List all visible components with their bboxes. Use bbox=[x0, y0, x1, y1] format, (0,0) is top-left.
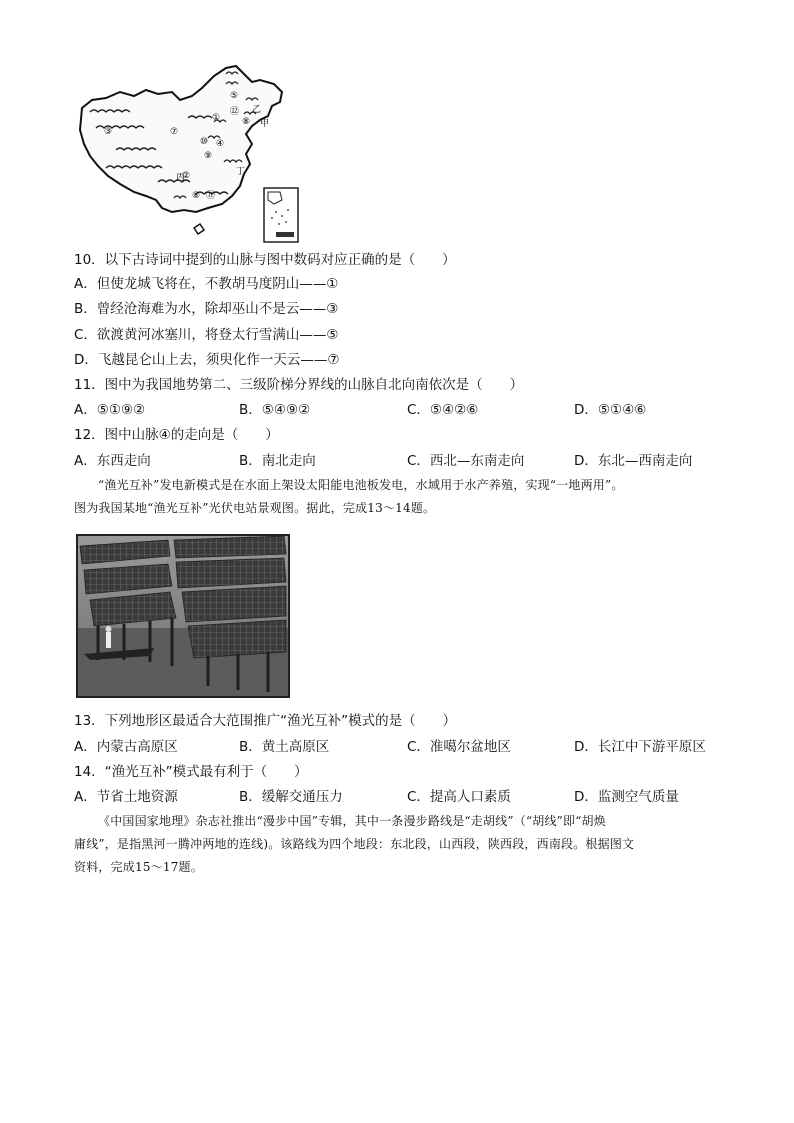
question-10-option-b: B．曾经沧海难为水，除却巫山不是云——③ bbox=[74, 301, 339, 317]
map-label: ① bbox=[212, 113, 221, 123]
china-outline bbox=[80, 66, 282, 212]
map-label: ⑥ bbox=[192, 191, 201, 201]
passage-line: 庸线”，是指黑河一腾冲两地的连线)。该路线为四个地段：东北段，山西段，陕西段，西南段。根据图文 bbox=[74, 837, 635, 851]
map-label: ⑩ bbox=[200, 137, 209, 147]
question-10-option-d: D．飞越昆仑山上去，须臾化作一天云——⑦ bbox=[74, 352, 340, 368]
question-11-option-d: D．⑤①④⑥ bbox=[574, 402, 647, 418]
question-11-option-b: B．⑤④⑨② bbox=[239, 402, 311, 418]
question-10-option-c: C．欲渡黄河冰塞川，将登太行雪满山——⑤ bbox=[74, 327, 339, 343]
solar-panels-illustration bbox=[78, 536, 288, 696]
map-label: ④ bbox=[216, 139, 225, 149]
map-label: ⑤ bbox=[230, 91, 239, 101]
question-14-option-a: A．节省土地资源 bbox=[74, 789, 178, 805]
map-label: 丁 bbox=[236, 167, 246, 177]
south-china-sea-inset bbox=[264, 188, 298, 242]
question-14-option-c: C．提高人口素质 bbox=[407, 789, 511, 805]
question-12-option-d: D．东北—西南走向 bbox=[574, 453, 693, 469]
question-13-option-c: C．准噶尔盆地区 bbox=[407, 739, 511, 755]
question-12-option-c: C．西北—东南走向 bbox=[407, 453, 525, 469]
question-13-option-d: D．长江中下游平原区 bbox=[574, 739, 706, 755]
question-14-option-b: B．缓解交通压力 bbox=[239, 789, 343, 805]
map-label: ⑫ bbox=[230, 107, 240, 117]
passage-line: 资料，完成15～17题。 bbox=[74, 860, 203, 874]
china-mountains-map bbox=[76, 62, 308, 246]
question-13-option-b: B．黄土高原区 bbox=[239, 739, 330, 755]
question-10-option-a: A．但使龙城飞将在，不教胡马度阴山——① bbox=[74, 276, 339, 292]
question-10-stem: 10．以下古诗词中提到的山脉与图中数码对应正确的是（ ） bbox=[74, 252, 456, 268]
question-12-stem: 12．图中山脉④的走向是（ ） bbox=[74, 427, 279, 443]
passage-line: 图为我国某地“渔光互补”光伏电站景观图。据此，完成13～14题。 bbox=[74, 501, 436, 515]
question-13-stem: 13．下列地形区最适合大范围推广“渔光互补”模式的是（ ） bbox=[74, 713, 457, 729]
question-12-option-a: A．东西走向 bbox=[74, 453, 151, 469]
map-label: 丙 bbox=[176, 173, 186, 183]
question-14-stem: 14．“渔光互补”模式最有利于（ ） bbox=[74, 764, 308, 780]
map-label: ⑪ bbox=[206, 191, 216, 201]
map-label: ⑨ bbox=[204, 151, 213, 161]
question-14-option-d: D．监测空气质量 bbox=[574, 789, 679, 805]
question-11-option-a: A．⑤①⑨② bbox=[74, 402, 146, 418]
map-label: ② bbox=[182, 171, 191, 181]
question-12-option-b: B．南北走向 bbox=[239, 453, 316, 469]
map-label: 乙 bbox=[252, 105, 262, 115]
passage-hu-line bbox=[74, 810, 724, 879]
map-label: ⑧ bbox=[242, 117, 251, 127]
question-11-option-c: C．⑤④②⑥ bbox=[407, 402, 479, 418]
passage-fishery-solar bbox=[74, 474, 724, 520]
map-label: ⑦ bbox=[170, 127, 179, 137]
island-outline bbox=[194, 224, 204, 234]
question-11-stem: 11．图中为我国地势第二、三级阶梯分界线的山脉自北向南依次是（ ） bbox=[74, 377, 524, 393]
passage-line: “渔光互补”发电新模式是在水面上架设太阳能电池板发电，水域用于水产养殖，实现“一地两用”。 bbox=[98, 478, 624, 492]
fishery-solar-photo bbox=[76, 534, 290, 698]
map-label: 甲 bbox=[260, 119, 270, 129]
question-13-option-a: A．内蒙古高原区 bbox=[74, 739, 178, 755]
passage-line: 《中国国家地理》杂志社推出“漫步中国”专辑，其中一条漫步路线是“走胡线”（“胡线”即“胡焕 bbox=[98, 814, 606, 828]
map-label: ③ bbox=[104, 127, 113, 137]
